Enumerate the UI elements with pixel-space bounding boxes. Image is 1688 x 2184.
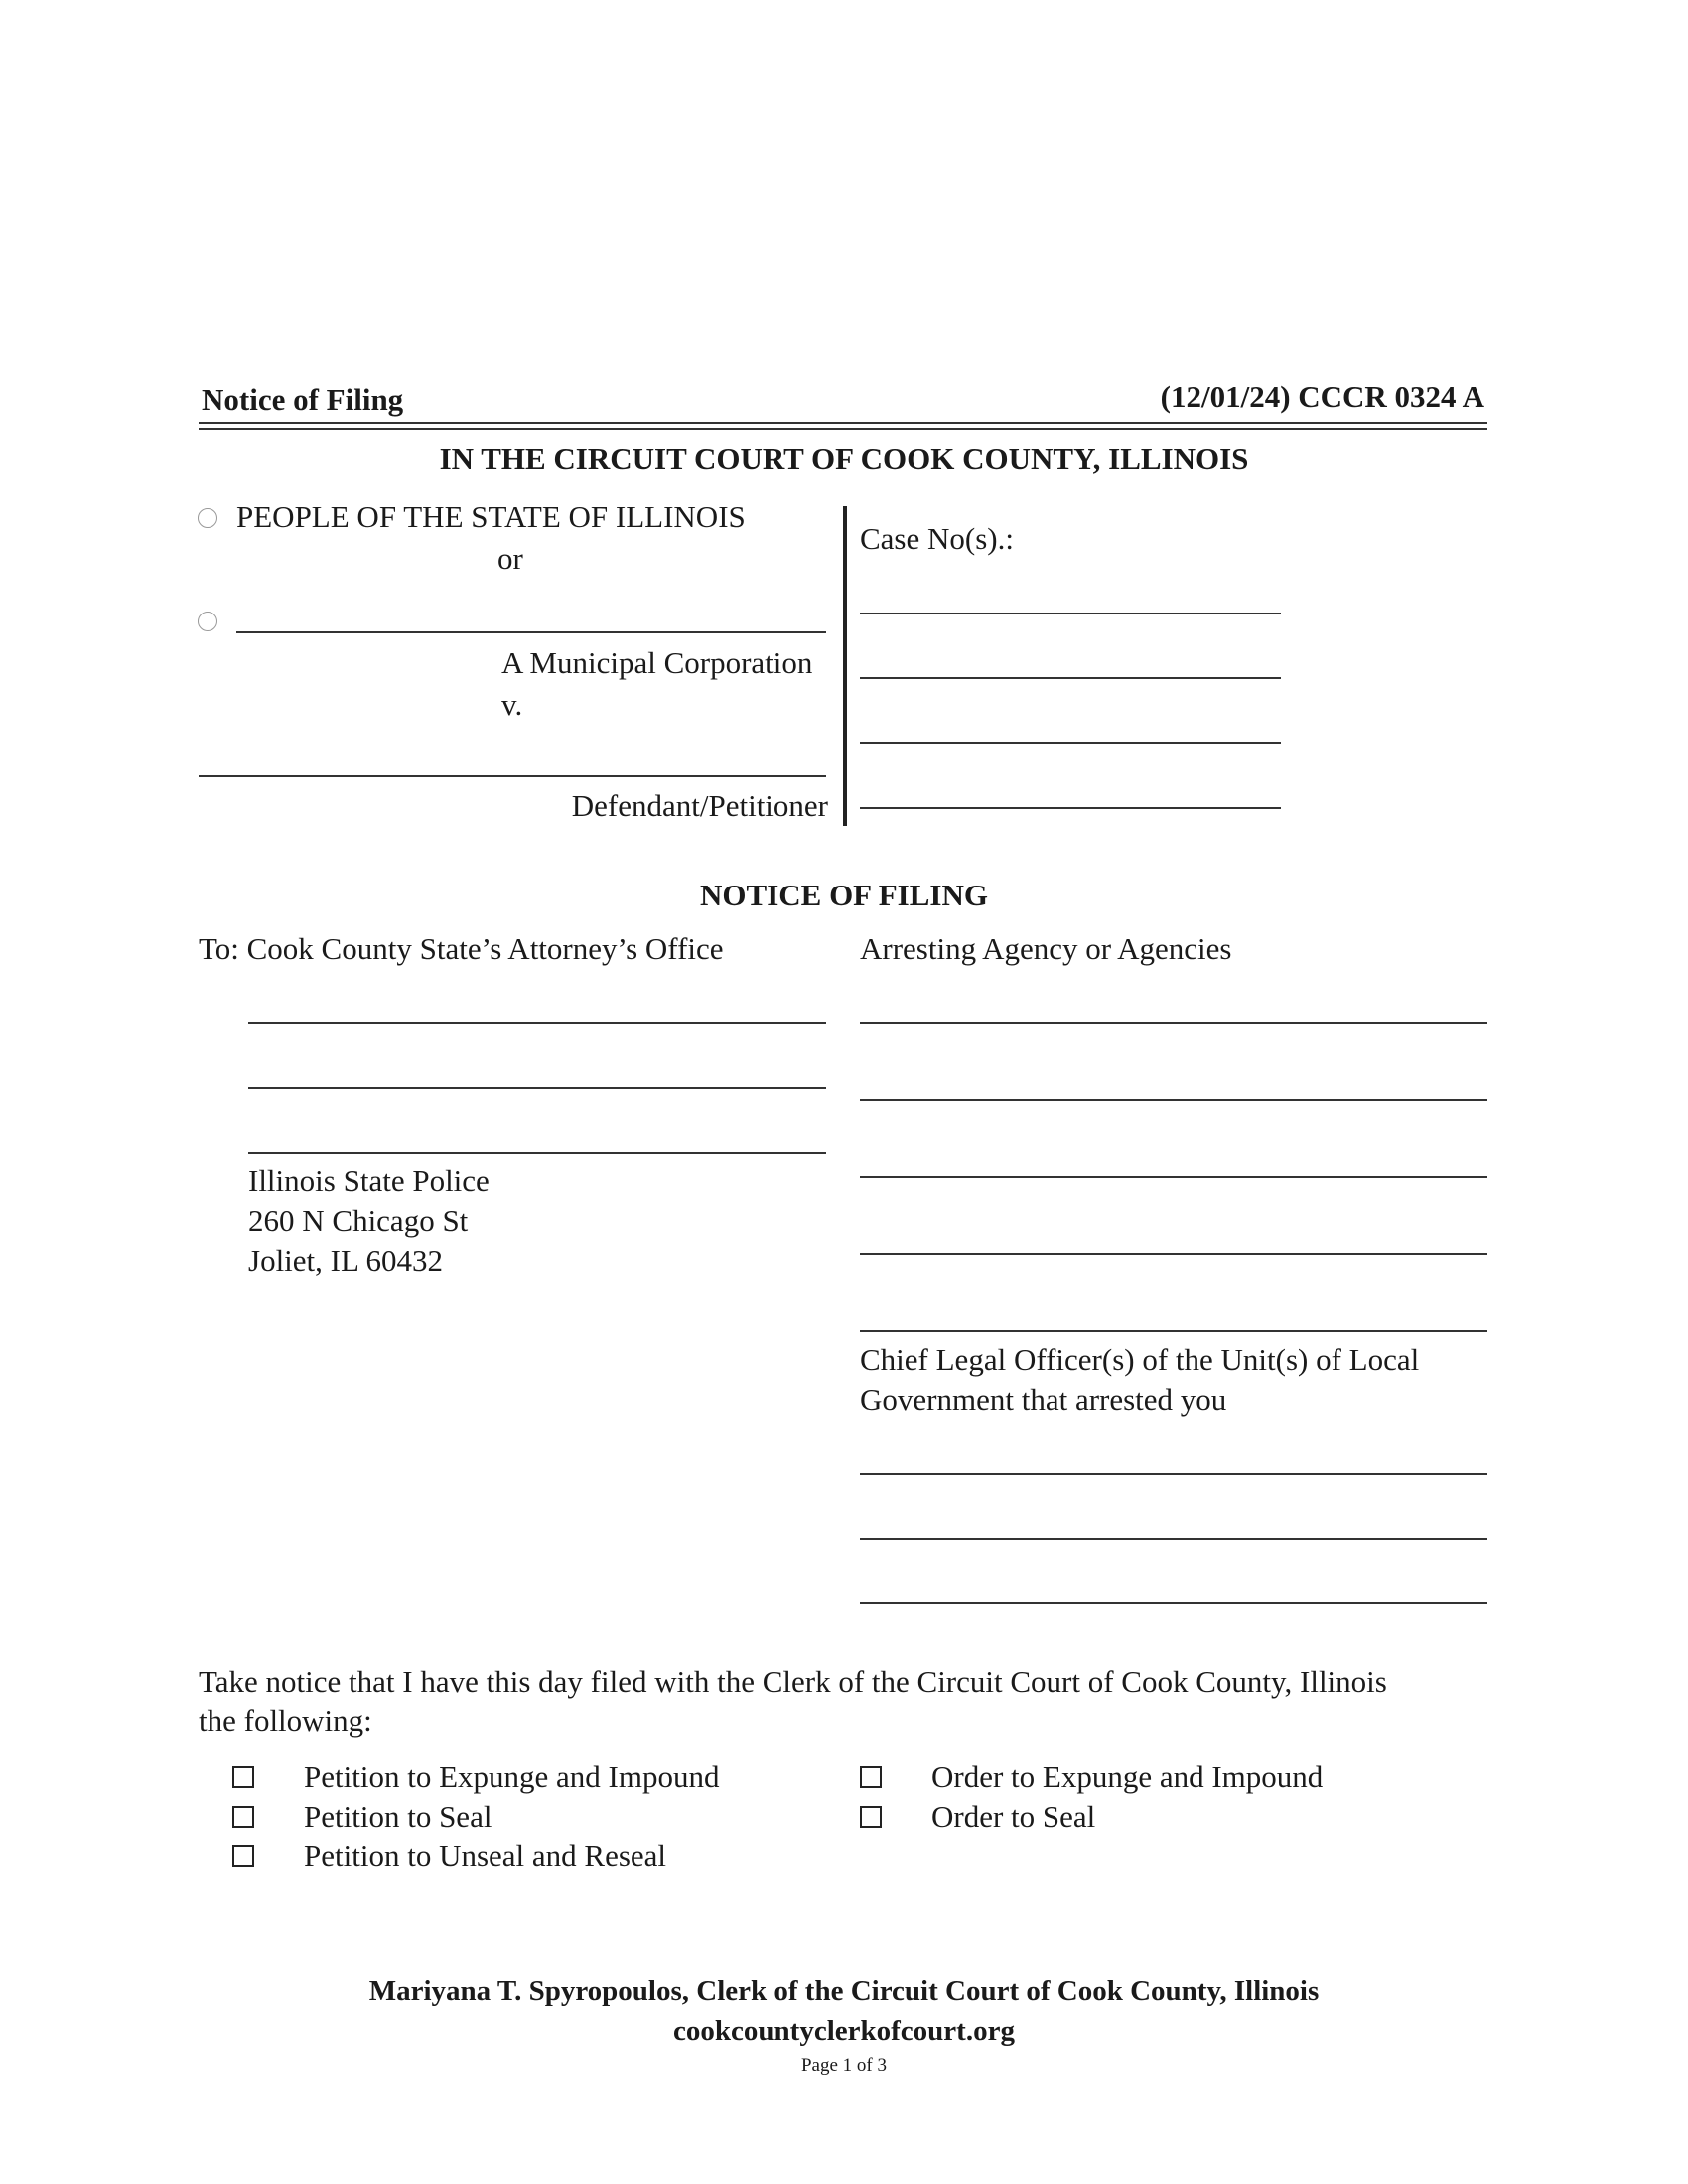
case-no-label: Case No(s).: (860, 521, 1014, 556)
isp-name: Illinois State Police (248, 1163, 490, 1198)
order-expunge-label: Order to Expunge and Impound (931, 1759, 1324, 1794)
form-code: (12/01/24) CCCR 0324 A (1160, 379, 1484, 414)
header-rule-2 (199, 428, 1487, 430)
people-label: PEOPLE OF THE STATE OF ILLINOIS (236, 499, 746, 534)
order-seal-checkbox[interactable] (860, 1806, 882, 1828)
municipal-radio[interactable] (198, 612, 217, 631)
court-title: IN THE CIRCUIT COURT OF COOK COUNTY, ILLINOIS (439, 441, 1249, 476)
case-no-field-4[interactable] (860, 807, 1281, 809)
petition-expunge-checkbox[interactable] (232, 1766, 254, 1788)
notice-text-line2: the following: (199, 1704, 372, 1738)
form-title: Notice of Filing (202, 382, 404, 417)
municipality-name-field[interactable] (236, 631, 826, 633)
chief-legal-field-1[interactable] (860, 1473, 1487, 1475)
petition-seal-label: Petition to Seal (304, 1799, 492, 1834)
case-no-field-1[interactable] (860, 613, 1281, 614)
municipal-label: A Municipal Corporation (501, 645, 813, 680)
agency-field-2[interactable] (860, 1099, 1487, 1101)
petition-seal-checkbox[interactable] (232, 1806, 254, 1828)
sao-field-1[interactable] (248, 1022, 826, 1024)
defendant-name-field[interactable] (199, 775, 826, 777)
footer-website[interactable]: cookcountyclerkofcourt.org (673, 2015, 1015, 2047)
isp-street: 260 N Chicago St (248, 1203, 469, 1238)
chief-legal-line1: Chief Legal Officer(s) of the Unit(s) of Local (860, 1342, 1420, 1377)
versus-label: v. (501, 687, 523, 722)
petition-unseal-checkbox[interactable] (232, 1845, 254, 1867)
order-expunge-checkbox[interactable] (860, 1766, 882, 1788)
to-label: To: Cook County State’s Attorney’s Office (199, 931, 724, 966)
sao-field-2[interactable] (248, 1087, 826, 1089)
case-no-field-3[interactable] (860, 742, 1281, 744)
petition-expunge-label: Petition to Expunge and Impound (304, 1759, 720, 1794)
chief-legal-field-3[interactable] (860, 1602, 1487, 1604)
caption-divider (843, 506, 847, 826)
case-no-field-2[interactable] (860, 677, 1281, 679)
footer-clerk: Mariyana T. Spyropoulos, Clerk of the Circuit Court of Cook County, Illinois (368, 1976, 1320, 2007)
agency-field-3[interactable] (860, 1176, 1487, 1178)
agency-field-1[interactable] (860, 1022, 1487, 1024)
chief-legal-field-2[interactable] (860, 1538, 1487, 1540)
notice-title: NOTICE OF FILING (700, 878, 988, 912)
petition-unseal-label: Petition to Unseal and Reseal (304, 1839, 667, 1873)
people-radio[interactable] (198, 508, 217, 528)
sao-field-3[interactable] (248, 1152, 826, 1154)
or-label: or (497, 541, 523, 576)
order-seal-label: Order to Seal (931, 1799, 1096, 1834)
agency-field-4[interactable] (860, 1253, 1487, 1255)
agency-field-5[interactable] (860, 1330, 1487, 1332)
agency-label: Arresting Agency or Agencies (860, 931, 1232, 966)
defendant-label: Defendant/Petitioner (571, 788, 828, 823)
header-rule-1 (199, 422, 1487, 424)
notice-text-line1: Take notice that I have this day filed with the Clerk of the Circuit Court of Cook County, Illinois (199, 1664, 1387, 1699)
isp-city: Joliet, IL 60432 (248, 1243, 444, 1278)
footer-page-number: Page 1 of 3 (800, 2055, 887, 2076)
chief-legal-line2: Government that arrested you (860, 1382, 1227, 1417)
